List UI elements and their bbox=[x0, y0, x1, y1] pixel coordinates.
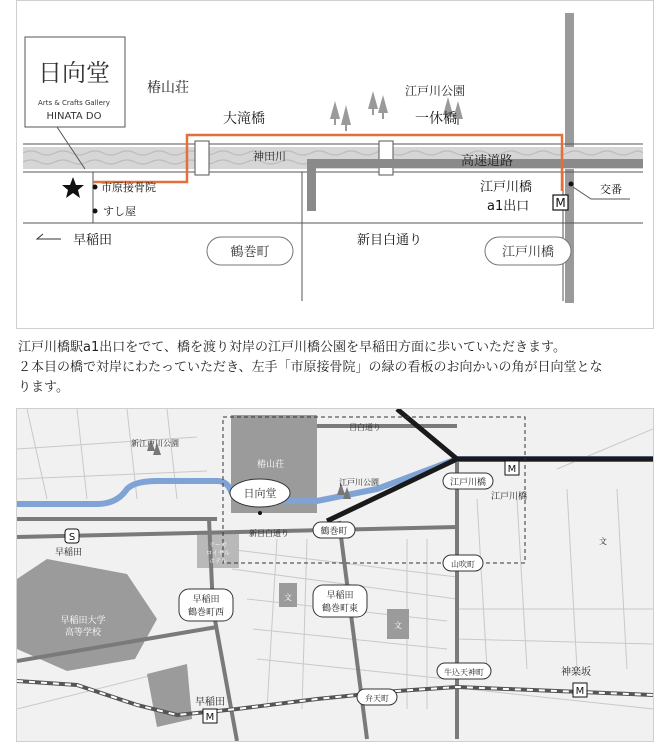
map-shape bbox=[345, 125, 347, 131]
map-shape bbox=[330, 101, 340, 119]
label-otakibashi: 大滝橋 bbox=[223, 111, 265, 127]
map-shape bbox=[17, 559, 157, 671]
directions-line-1: 江戸川橋駅a1出口をでて、橋を渡り対岸の江戸川橋公園を早稲田方面に歩いていただきます。 bbox=[18, 340, 566, 355]
map-shape bbox=[93, 185, 98, 190]
map-shape bbox=[267, 539, 277, 709]
label-hotel-2: ロイヤル bbox=[206, 550, 230, 557]
label-edogawa-park: 江戸川公園 bbox=[405, 84, 466, 98]
minor-streets bbox=[17, 409, 653, 709]
label-metro-mark: M bbox=[555, 196, 566, 210]
area-map-detailed bbox=[16, 408, 654, 742]
label-shinmejiro-dori: 新目白通り bbox=[249, 529, 289, 538]
label-edogawa-park: 江戸川公園 bbox=[339, 478, 379, 487]
label-bentencho: 弁天町 bbox=[365, 694, 389, 703]
label-station-exit-2: a1出口 bbox=[487, 199, 530, 214]
label-metro-mark: M bbox=[205, 712, 215, 723]
otakibashi-bridge bbox=[195, 141, 209, 175]
map-shape bbox=[334, 119, 336, 125]
map-shape bbox=[378, 95, 388, 113]
label-sushi: すし屋 bbox=[103, 205, 136, 218]
label-ikkyubashi: 一休橋 bbox=[415, 111, 457, 127]
label-shin-edogawa-park: 新江戸川公園 bbox=[131, 439, 179, 448]
label-edogawabashi-station: 江戸川橋 bbox=[491, 492, 528, 502]
logo-sub: Arts & Crafts Gallery bbox=[38, 99, 110, 107]
map-shape bbox=[147, 664, 192, 727]
map-shape bbox=[557, 429, 653, 469]
label-school-mark: 文 bbox=[394, 621, 402, 630]
route-map-simple bbox=[16, 0, 654, 329]
directions-line-3: ります。 bbox=[18, 380, 69, 395]
map-shape bbox=[77, 409, 87, 499]
map-shape bbox=[341, 105, 351, 125]
map-shape bbox=[457, 119, 459, 125]
label-ushigome-tenjin: 牛込天神町 bbox=[444, 668, 484, 677]
map-shape bbox=[55, 422, 607, 723]
map-shape bbox=[569, 182, 574, 187]
label-school-mark: 文 bbox=[284, 593, 292, 602]
label-waseda-tsurumaki-nishi-2: 鶴巻町西 bbox=[187, 608, 225, 618]
label-school-mark: 文 bbox=[599, 537, 607, 546]
map-shape bbox=[17, 471, 207, 479]
label-metro-mark: M bbox=[575, 686, 585, 697]
label-highway: 高速道路 bbox=[461, 154, 514, 169]
label-toden-mark: S bbox=[68, 532, 76, 543]
map-shape bbox=[258, 511, 262, 515]
map-shape bbox=[93, 209, 98, 214]
map-shape bbox=[372, 109, 374, 115]
label-school-1: 早稲田大学 bbox=[60, 616, 106, 626]
label-waseda-tsurumaki-higashi-1: 早稲田 bbox=[326, 591, 354, 601]
kandagawa-river bbox=[17, 459, 653, 504]
label-hospital: 市原接骨院 bbox=[101, 181, 156, 194]
label-waseda-tsurumaki-higashi-2: 鶴巻町東 bbox=[321, 604, 359, 614]
label-edogawabashi-box: 江戸川橋 bbox=[449, 478, 487, 488]
label-yamabuki: 山吹町 bbox=[451, 560, 475, 569]
label-hotel-1: リーガ bbox=[209, 542, 227, 549]
label-kagurazaka: 神楽坂 bbox=[561, 667, 591, 678]
label-metro-mark: M bbox=[507, 464, 517, 475]
map-shape bbox=[253, 629, 447, 649]
railway bbox=[17, 681, 653, 715]
map-shape bbox=[477, 499, 487, 669]
map-shape bbox=[17, 681, 653, 715]
map-shape bbox=[457, 639, 653, 644]
map-shape bbox=[368, 91, 378, 109]
logo-kanji: 日向堂 bbox=[38, 59, 110, 87]
label-waseda: 早稲田 bbox=[73, 233, 113, 248]
map-shape bbox=[307, 159, 316, 211]
hinata-do-star-icon bbox=[62, 177, 84, 198]
map-shape bbox=[617, 489, 627, 669]
label-tsurumakicho: 鶴巻町 bbox=[320, 527, 348, 537]
ikkyubashi-bridge bbox=[379, 141, 393, 175]
map-shape bbox=[382, 113, 384, 119]
logo-name: HINATA DO bbox=[46, 111, 102, 122]
label-school-2: 高等学校 bbox=[64, 628, 102, 638]
label-logo: 日向堂 bbox=[243, 487, 277, 500]
label-waseda-tsurumaki-nishi-1: 早稲田 bbox=[192, 595, 220, 605]
label-waseda-station: 早稲田 bbox=[55, 548, 83, 558]
label-tsubakiyamaso: 椿山荘 bbox=[147, 80, 189, 96]
label-mejiro-dori: 目白通り bbox=[349, 423, 381, 432]
label-edogawabashi: 江戸川橋 bbox=[501, 245, 555, 260]
map-shape bbox=[167, 409, 177, 499]
label-shinmejiro: 新目白通り bbox=[357, 233, 423, 248]
label-tsubakiyamaso: 椿山荘 bbox=[257, 460, 285, 470]
map-shape bbox=[257, 659, 447, 679]
map-shape bbox=[27, 409, 47, 499]
map-shape bbox=[339, 521, 367, 739]
label-station-exit-1: 江戸川橋 bbox=[480, 180, 533, 195]
arrow-left-icon bbox=[37, 234, 61, 239]
map-shape bbox=[302, 539, 307, 709]
directions-line-2: ２本目の橋で対岸にわたっていただき、左手「市原接骨院」の緑の看板のお向かいの角が日向堂とな bbox=[18, 360, 603, 375]
label-tsurumakicho: 鶴巻町 bbox=[230, 245, 270, 260]
label-hotel-3: ホテル bbox=[209, 558, 227, 565]
label-koban: 交番 bbox=[600, 183, 622, 196]
directions-text bbox=[18, 338, 658, 398]
label-waseda-metro: 早稲田 bbox=[195, 697, 225, 708]
label-kandagawa: 神田川 bbox=[253, 150, 286, 163]
